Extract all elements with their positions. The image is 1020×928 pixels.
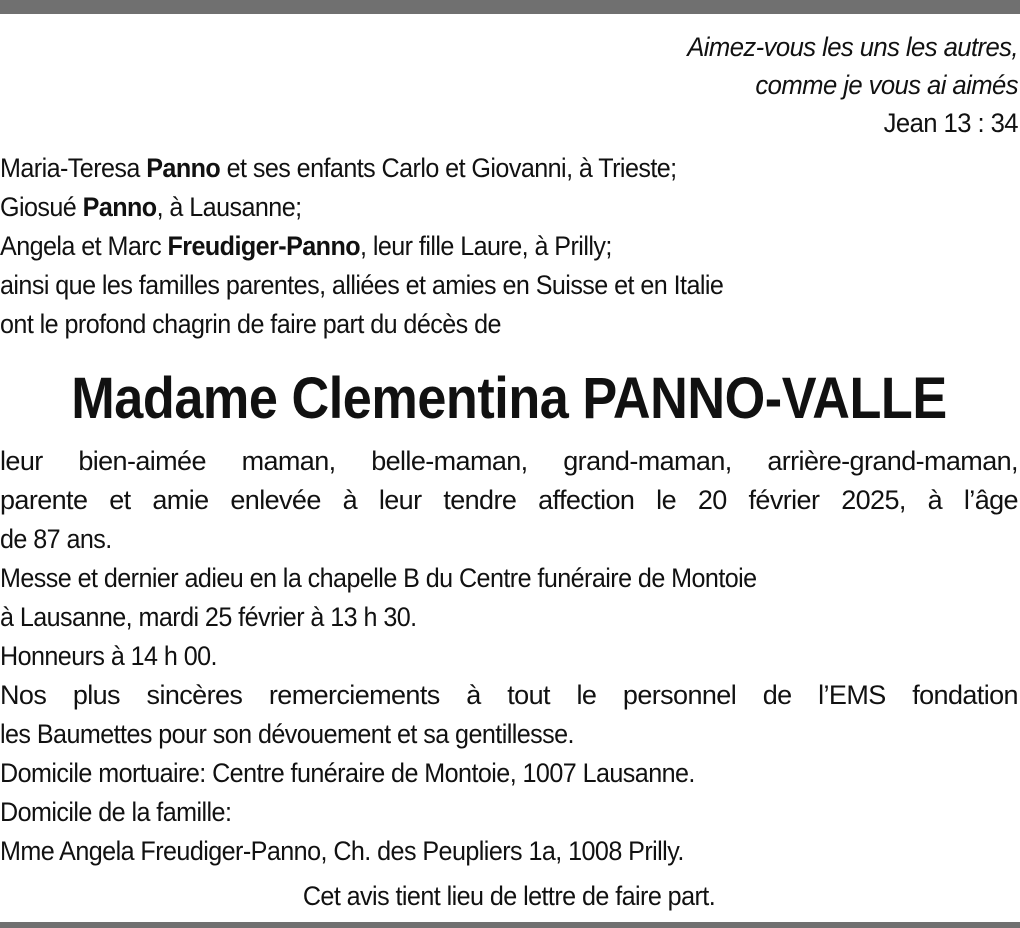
word: le — [656, 485, 676, 515]
word: bien-aimée — [78, 446, 206, 476]
ceremony-line-1: Messe et dernier adieu en la chapelle B du Centre funéraire de Montoie — [0, 563, 757, 593]
family-list — [0, 149, 1018, 344]
word: arrière-grand-maman, — [767, 446, 1018, 476]
family-text: , leur fille Laure, à Prilly; — [360, 231, 612, 261]
family-text: Maria-Teresa — [0, 153, 147, 183]
word: à — [342, 485, 358, 515]
description-line-2 — [0, 481, 1018, 520]
description-line-1 — [0, 442, 1018, 481]
thanks-line-1 — [0, 676, 1018, 715]
family-text: Giosué — [0, 192, 83, 222]
family-line — [0, 149, 947, 188]
family-text: ont le profond chagrin de faire part du décès de — [0, 309, 501, 339]
word: parente — [0, 485, 88, 515]
word: plus — [72, 680, 120, 710]
word: 20 — [697, 485, 727, 515]
ceremony-line-2: à Lausanne, mardi 25 février à 13 h 30. — [0, 602, 417, 632]
word: remerciements — [268, 680, 440, 710]
word: à — [466, 680, 481, 710]
family-surname: Freudiger-Panno — [167, 231, 361, 261]
family-address-label: Domicile de la famille: — [0, 797, 232, 827]
family-text: et ses enfants Carlo et Giovanni, à Trieste; — [220, 153, 677, 183]
family-surname: Panno — [82, 192, 157, 222]
word: belle-maman, — [371, 446, 528, 476]
honours-time: Honneurs à 14 h 00. — [0, 641, 217, 671]
word: le — [576, 680, 597, 710]
top-rule — [0, 0, 1020, 14]
word: grand-maman, — [563, 446, 732, 476]
thanks-line-2: les Baumettes pour son dévouement et sa gentillesse. — [0, 719, 574, 749]
closing-note: Cet avis tient lieu de lettre de faire part. — [302, 881, 716, 911]
family-line — [0, 227, 947, 266]
word: sincères — [146, 680, 243, 710]
word: maman, — [241, 446, 336, 476]
word: de — [762, 680, 792, 710]
word: février — [748, 485, 820, 515]
mortuary-address: Domicile mortuaire: Centre funéraire de Montoie, 1007 Lausanne. — [0, 758, 695, 788]
word: affection — [538, 485, 635, 515]
word: à — [927, 485, 943, 515]
word: leur — [378, 485, 422, 515]
epigraph-reference: Jean 13 : 34 — [883, 108, 1018, 138]
word: tendre — [443, 485, 517, 515]
description-line-3: de 87 ans. — [0, 524, 112, 554]
word: amie — [152, 485, 209, 515]
word: l’EMS — [818, 680, 886, 710]
family-text: Angela et Marc — [0, 231, 168, 261]
word: enlevée — [230, 485, 321, 515]
word: 2025, — [841, 485, 906, 515]
family-text: , à Lausanne; — [156, 192, 302, 222]
word: l’âge — [963, 485, 1018, 515]
family-line — [0, 266, 947, 305]
epigraph-line-1: Aimez-vous les uns les autres, — [687, 32, 1018, 62]
bottom-rule — [0, 922, 1020, 928]
word: leur — [0, 446, 43, 476]
family-line — [0, 188, 947, 227]
word: fondation — [912, 680, 1018, 710]
family-address: Mme Angela Freudiger-Panno, Ch. des Peupliers 1a, 1008 Prilly. — [0, 836, 684, 866]
deceased-name: Madame Clementina PANNO-VALLE — [71, 366, 947, 431]
family-surname: Panno — [146, 153, 221, 183]
epigraph-line-2: comme je vous ai aimés — [755, 70, 1018, 100]
obituary-notice — [0, 28, 1018, 916]
word: tout — [507, 680, 550, 710]
family-text: ainsi que les familles parentes, alliées et amies en Suisse et en Italie — [0, 270, 724, 300]
word: Nos — [0, 680, 47, 710]
family-line — [0, 305, 947, 344]
word: et — [109, 485, 131, 515]
word: personnel — [622, 680, 737, 710]
